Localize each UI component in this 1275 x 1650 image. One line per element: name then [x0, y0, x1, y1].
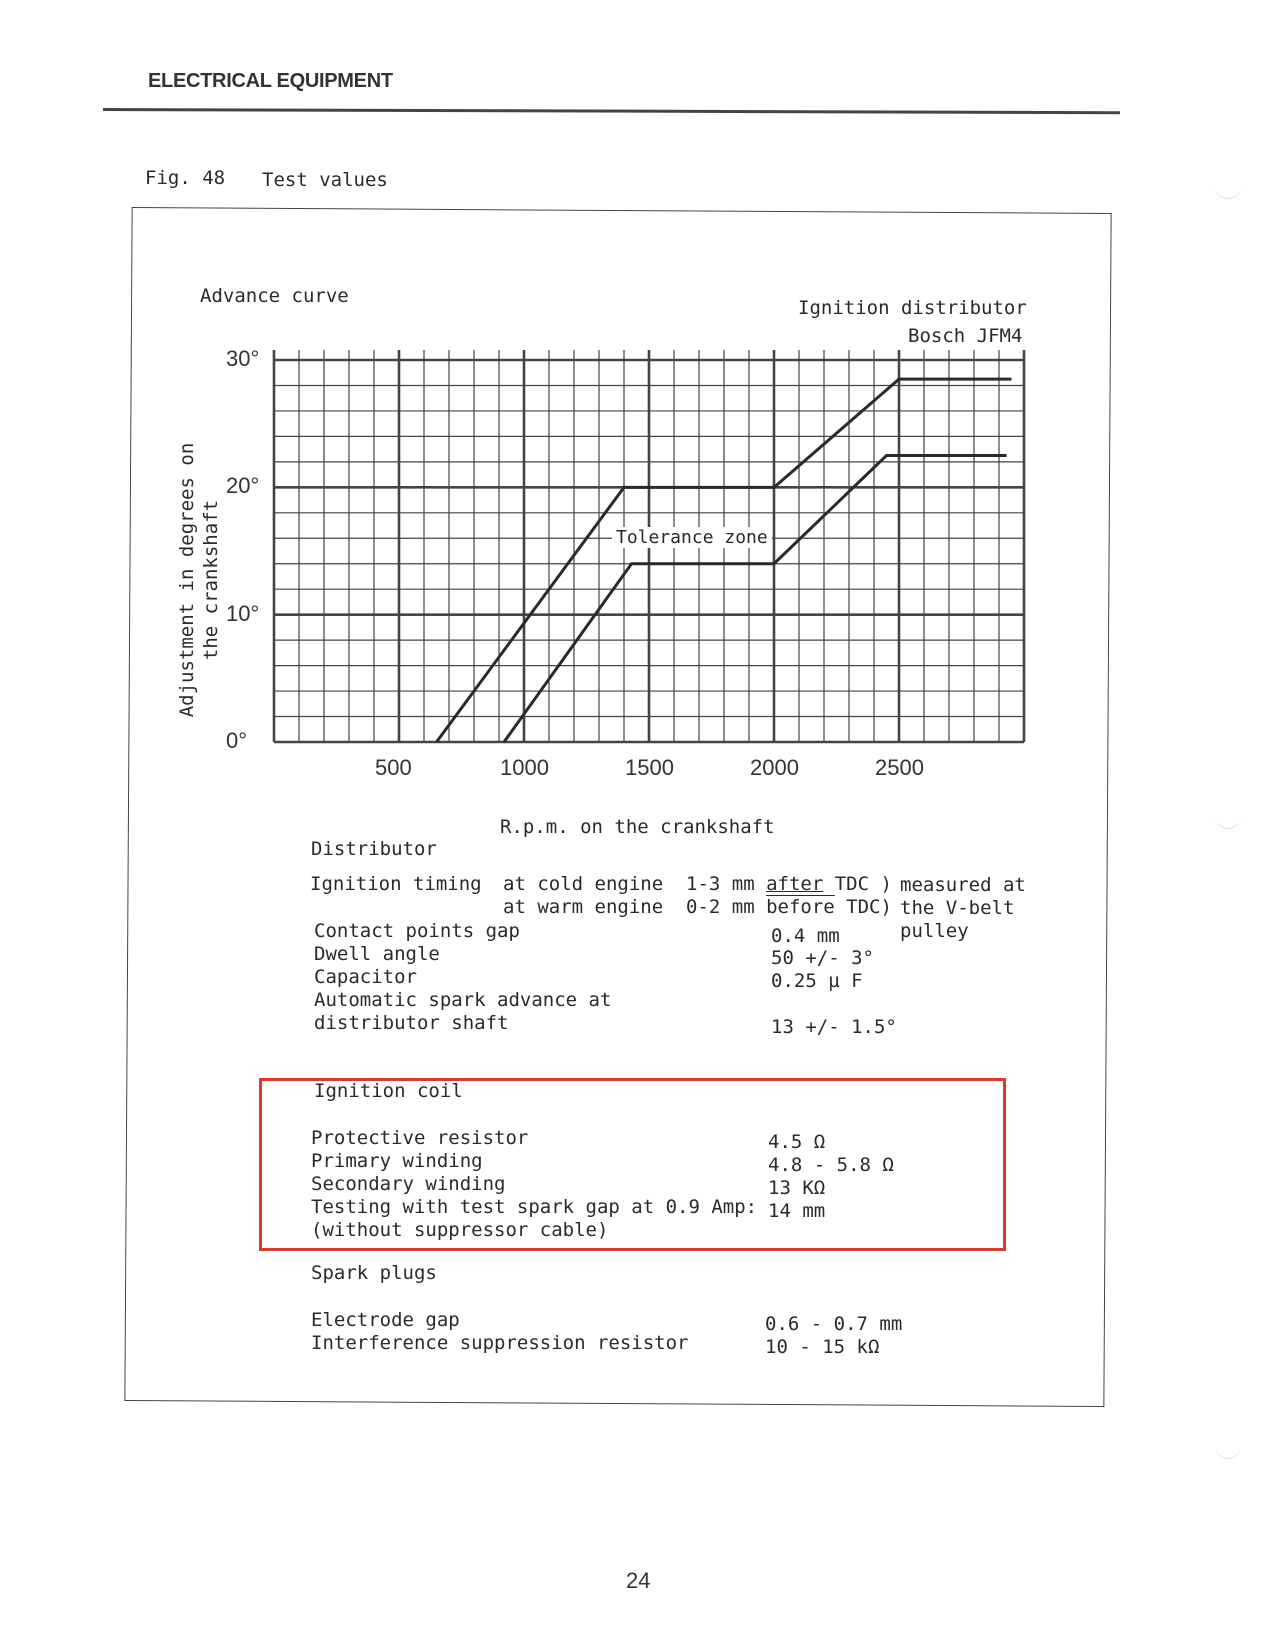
spark-gap-test-label: Testing with test spark gap at 0.9 Amp: [311, 1196, 758, 1218]
y-tick-label: 20° [226, 473, 260, 499]
auto-advance-label-1: Automatic spark advance at [314, 989, 612, 1011]
spark-gap-test-note: (without suppressor cable) [311, 1219, 609, 1241]
secondary-winding-label: Secondary winding [311, 1173, 506, 1195]
margin-mark [1215, 802, 1241, 829]
x-tick-label: 1000 [500, 755, 549, 780]
section-title: ELECTRICAL EQUIPMENT [148, 70, 393, 92]
auto-advance-label-2: distributor shaft [314, 1012, 509, 1034]
x-tick-label: 2000 [750, 755, 799, 780]
y-tick-label: 10° [226, 600, 260, 626]
secondary-winding-value: 13 KΩ [768, 1177, 826, 1199]
contact-gap-value: 0.4 mm [771, 925, 840, 947]
electrode-gap-value: 0.6 - 0.7 mm [765, 1313, 903, 1335]
margin-mark [1215, 172, 1241, 199]
warm-engine-value: 0-2 mm before TDC) [686, 896, 892, 918]
ignition-coil-heading: Ignition coil [314, 1080, 463, 1102]
y-axis-title: Adjustment in degrees on the crankshaft [176, 442, 222, 718]
distributor-model: Bosch JFM4 [908, 325, 1023, 347]
warm-engine-label: at warm engine [503, 896, 664, 918]
cold-engine-value: 1-3 mm after TDC ) [686, 873, 892, 895]
spark-plugs-heading: Spark plugs [311, 1262, 437, 1284]
contact-gap-label: Contact points gap [314, 920, 520, 942]
suppression-resistor-label: Interference suppression resistor [311, 1332, 689, 1354]
cold-engine-label: at cold engine [503, 873, 664, 895]
figure-title: Test values [262, 169, 388, 191]
x-tick-label: 500 [375, 755, 412, 780]
figure-caption: Fig. 48 [145, 167, 226, 189]
primary-winding-label: Primary winding [311, 1150, 483, 1172]
ignition-timing-label: Ignition timing [310, 873, 482, 895]
measurement-note-3: pulley [900, 920, 969, 942]
primary-winding-value: 4.8 - 5.8 Ω [768, 1154, 894, 1176]
tolerance-lower-line [504, 456, 1007, 743]
margin-mark [1215, 1432, 1241, 1459]
spark-gap-test-value: 14 mm [768, 1200, 826, 1222]
protective-resistor-label: Protective resistor [311, 1127, 529, 1149]
capacitor-value: 0.25 µ F [771, 970, 863, 992]
chart-heading: Advance curve [200, 285, 349, 307]
page-number: 24 [626, 1568, 651, 1593]
dwell-angle-label: Dwell angle [314, 943, 440, 965]
y-tick-label: 30° [226, 346, 260, 371]
capacitor-label: Capacitor [314, 966, 417, 988]
electrode-gap-label: Electrode gap [311, 1309, 460, 1331]
x-axis-title: R.p.m. on the crankshaft [500, 816, 775, 838]
auto-advance-value: 13 +/- 1.5° [771, 1016, 897, 1038]
measurement-note-1: measured at [900, 874, 1026, 896]
protective-resistor-value: 4.5 Ω [768, 1131, 826, 1153]
suppression-resistor-value: 10 - 15 kΩ [765, 1336, 880, 1358]
x-tick-label: 2500 [875, 755, 924, 780]
x-tick-label: 1500 [625, 755, 674, 780]
tolerance-zone-label: Tolerance zone [612, 527, 772, 548]
measurement-note-2: the V-belt [900, 897, 1015, 919]
distributor-heading: Distributor [311, 838, 437, 860]
y-tick-label: 0° [226, 728, 248, 753]
dwell-angle-value: 50 +/- 3° [771, 947, 874, 969]
distributor-label: Ignition distributor [798, 297, 1027, 319]
